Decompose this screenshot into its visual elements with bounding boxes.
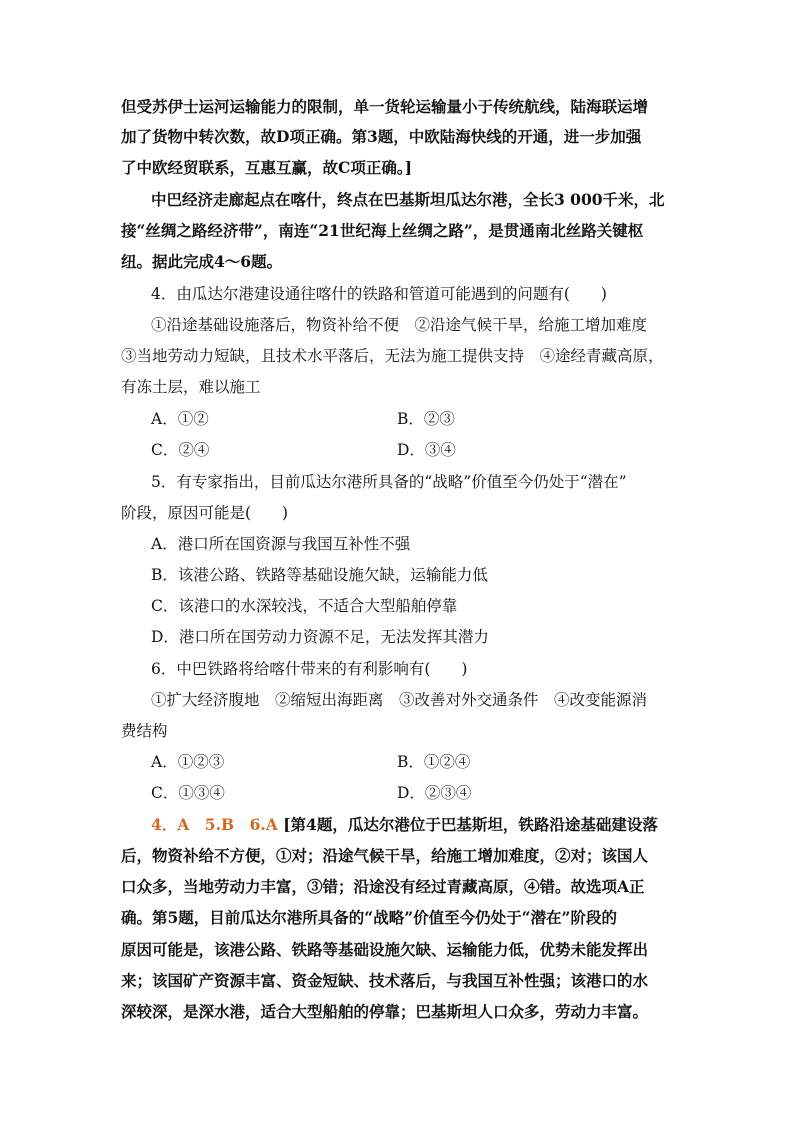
question-6-option-d: D．②③④ <box>397 784 472 802</box>
question-5-option-d: D．港口所在国劳动力资源不足，无法发挥其潜力 <box>151 628 489 646</box>
question-4-option-c: C．②④ <box>151 441 210 459</box>
question-4-option-b: B．②③ <box>397 410 455 428</box>
answer-line-2: 后，物资补给不方便，①对；沿途气候干旱，给施工增加难度，②对；该国人 <box>121 846 649 865</box>
question-6-statement-line-2: 费结构 <box>121 722 168 740</box>
answer-line-6: 来；该国矿产资源丰富、资金短缺、技术落后，与我国互补性强；该港口的水 <box>121 971 649 990</box>
question-6-option-b: B．①②④ <box>397 753 471 771</box>
question-5-option-b: B．该港公路、铁路等基础设施欠缺，运输能力低 <box>151 566 488 584</box>
question-4-statement-line-3: 有冻土层，难以施工 <box>121 378 261 396</box>
material-line-1: 中巴经济走廊起点在喀什，终点在巴基斯坦瓜达尔港，全长3 000千米，北 <box>151 190 665 209</box>
question-6-statement-line-1: ①扩大经济腹地 ②缩短出海距离 ③改善对外交通条件 ④改变能源消 <box>151 691 648 709</box>
explanation-prev-line-2: 加了货物中转次数，故D项正确。第3题，中欧陆海快线的开通，进一步加强 <box>121 127 642 146</box>
question-4-statement-line-1: ①沿途基础设施落后，物资补给不便 ②沿途气候干旱，给施工增加难度 <box>151 316 648 334</box>
question-4-option-a: A．①② <box>151 410 209 428</box>
answer-explanation-start: [第4题，瓜达尔港位于巴基斯坦，铁路沿途基础建设落 <box>283 815 658 834</box>
answer-line-4: 确。第5题，目前瓜达尔港所具备的“战略”价值至今仍处于“潜在”阶段的 <box>121 908 617 927</box>
question-5-option-a: A．港口所在国资源与我国互补性不强 <box>151 535 411 553</box>
question-6-option-a: A．①②③ <box>151 753 225 771</box>
material-line-2: 接“丝绸之路经济带”，南连“21世纪海上丝绸之路”，是贯通南北丝路关键枢 <box>121 221 644 240</box>
question-5-stem-line-2: 阶段，原因可能是( ) <box>121 504 289 522</box>
question-6-option-c: C．①③④ <box>151 784 225 802</box>
question-4-option-d: D．③④ <box>397 441 456 459</box>
answer-line-3: 口众多，当地劳动力丰富，③错；沿途没有经过青藏高原，④错。故选项A正 <box>121 877 645 896</box>
answer-key: 4．A 5.B 6.A <box>151 815 278 834</box>
answer-line-1 <box>151 815 681 835</box>
explanation-prev-line-1: 但受苏伊士运河运输能力的限制，单一货轮运输量小于传统航线，陆海联运增 <box>121 97 649 116</box>
answer-line-7: 深较深，是深水港，适合大型船舶的停靠；巴基斯坦人口众多，劳动力丰富。 <box>121 1002 649 1021</box>
explanation-prev-line-3: 了中欧经贸联系，互惠互赢，故C项正确。] <box>121 158 412 177</box>
material-line-3: 纽。据此完成4～6题。 <box>121 252 283 271</box>
question-5-stem-line-1: 5．有专家指出，目前瓜达尔港所具备的“战略”价值至今仍处于“潜在” <box>151 473 627 491</box>
question-4-statement-line-2: ③当地劳动力短缺，且技术水平落后，无法为施工提供支持 ④途经青藏高原， <box>121 347 664 365</box>
question-4-stem: 4．由瓜达尔港建设通往喀什的铁路和管道可能遇到的问题有( ) <box>151 285 607 303</box>
answer-line-5: 原因可能是，该港公路、铁路等基础设施欠缺、运输能力低，优势未能发挥出 <box>121 940 649 959</box>
question-6-stem: 6．中巴铁路将给喀什带来的有利影响有( ) <box>151 660 468 678</box>
question-5-option-c: C．该港口的水深较浅，不适合大型船舶停靠 <box>151 597 458 615</box>
